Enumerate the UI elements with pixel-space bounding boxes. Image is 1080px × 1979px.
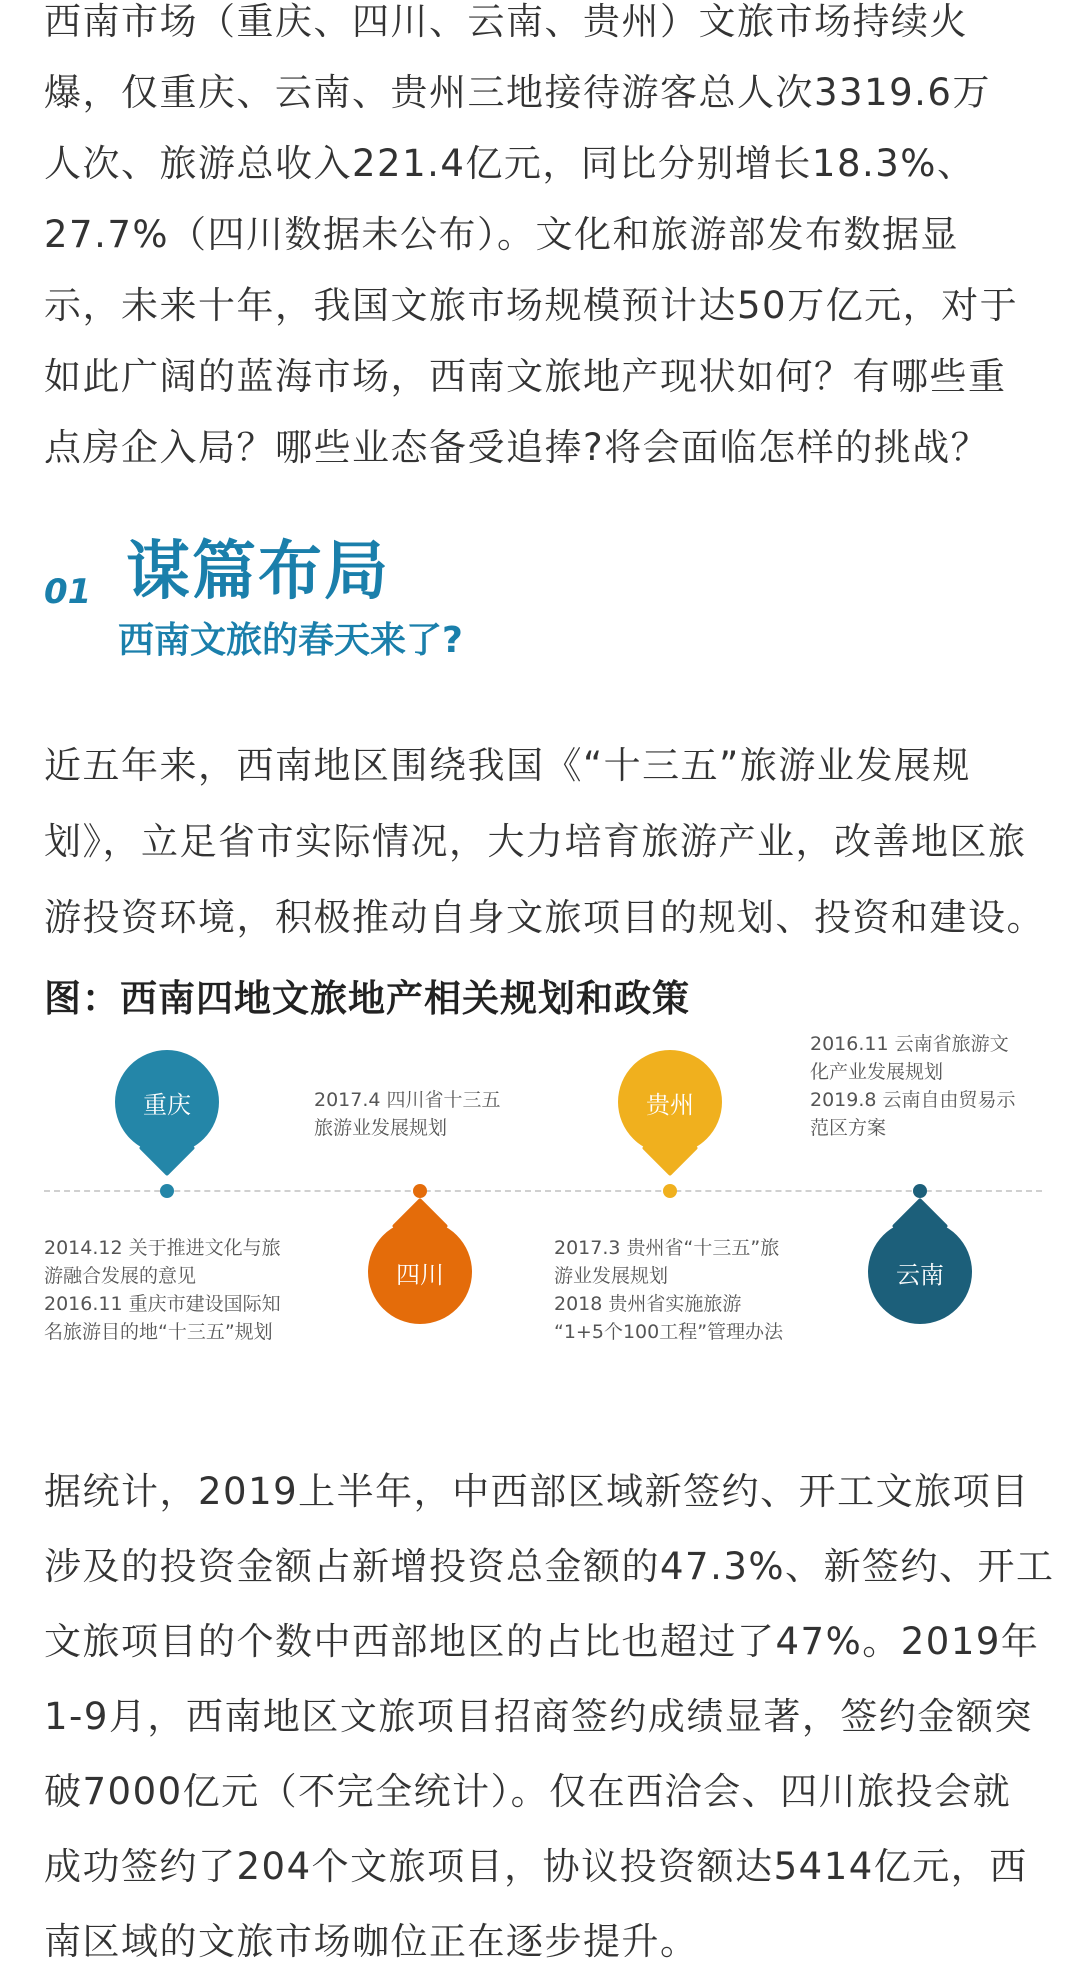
section-subtitle: 西南文旅的春天来了? [118,620,463,661]
text-line: 1-9月，西南地区文旅项目招商签约成绩显著，签约金额突 [44,1695,1033,1738]
text-line: 如此广阔的蓝海市场，西南文旅地产现状如何？有哪些重 [44,355,1007,398]
pin-label-guizhou: 贵州 [646,1090,694,1119]
text-line: 南区域的文旅市场咖位正在逐步提升。 [44,1920,699,1963]
map-pin-chongqing [115,1050,219,1154]
timeline-dot-guizhou [663,1184,677,1198]
text-line: 西南市场（重庆、四川、云南、贵州）文旅市场持续火 [44,0,968,43]
timeline-dot-yunnan [913,1184,927,1198]
text-line: 27.7%（四川数据未公布）。文化和旅游部发布数据显 [44,213,960,256]
text-line: 点房企入局？哪些业态备受追捧?将会面临怎样的挑战？ [44,426,990,469]
text-line: 破7000亿元（不完全统计）。仅在西洽会、四川旅投会就 [44,1770,1012,1813]
note-line: “1+5个100工程”管理办法 [554,1321,784,1343]
note-guizhou [554,1234,783,1346]
timeline-dot-sichuan [413,1184,427,1198]
note-line: 2016.11 重庆市建设国际知 [44,1293,281,1315]
note-line: 2017.4 四川省十三五 [314,1089,501,1111]
text-line: 文旅项目的个数中西部地区的占比也超过了47%。2019年 [44,1620,1040,1663]
section-number: 01 [44,572,92,612]
note-line: 2019.8 云南自由贸易示 [810,1089,1016,1111]
note-sichuan [314,1086,501,1142]
body-paragraph [44,728,1044,956]
pin-label-sichuan: 四川 [396,1260,444,1289]
pin-label-yunnan: 云南 [896,1260,944,1289]
intro-paragraph [44,0,1044,483]
text-line: 划》，立足省市实际情况，大力培育旅游产业，改善地区旅 [44,820,1027,863]
note-line: 化产业发展规划 [810,1061,944,1083]
timeline-dot-chongqing [160,1184,174,1198]
note-line: 名旅游目的地“十三五”规划 [44,1321,273,1343]
note-line: 2018 贵州省实施旅游 [554,1293,742,1315]
note-line: 游融合发展的意见 [44,1265,197,1287]
figure-caption: 图：西南四地文旅地产相关规划和政策 [44,977,690,1020]
map-pin-yunnan [868,1220,972,1324]
note-line: 2016.11 云南省旅游文 [810,1033,1009,1055]
text-line: 游投资环境，积极推动自身文旅项目的规划、投资和建设。 [44,896,1045,939]
note-line: 游业发展规划 [554,1265,669,1287]
text-line: 近五年来，西南地区围绕我国《“十三五”旅游业发展规 [44,744,971,787]
note-line: 范区方案 [810,1117,887,1139]
note-chongqing [44,1234,281,1346]
text-line: 示，未来十年，我国文旅市场规模预计达50万亿元，对于 [44,284,1019,327]
map-pin-sichuan [368,1220,472,1324]
stats-paragraph [44,1454,1055,1979]
note-line: 2014.12 关于推进文化与旅 [44,1237,281,1259]
note-line: 2017.3 贵州省“十三五”旅 [554,1237,780,1259]
timeline-figure [44,1030,1042,1370]
text-line: 涉及的投资金额占新增投资总金额的47.3%、新签约、开工 [44,1545,1055,1588]
timeline-line [44,1190,1042,1192]
text-line: 人次、旅游总收入221.4亿元，同比分别增长18.3%、 [44,142,976,185]
map-pin-guizhou [618,1050,722,1154]
note-line: 旅游业发展规划 [314,1117,448,1139]
text-line: 据统计，2019上半年，中西部区域新签约、开工文旅项目 [44,1470,1030,1513]
section-title: 谋篇布局 [126,535,390,609]
text-line: 成功签约了204个文旅项目，协议投资额达5414亿元，西 [44,1845,1028,1888]
pin-label-chongqing: 重庆 [143,1090,191,1119]
text-line: 爆，仅重庆、云南、贵州三地接待游客总人次3319.6万 [44,71,991,114]
note-yunnan [810,1030,1016,1142]
